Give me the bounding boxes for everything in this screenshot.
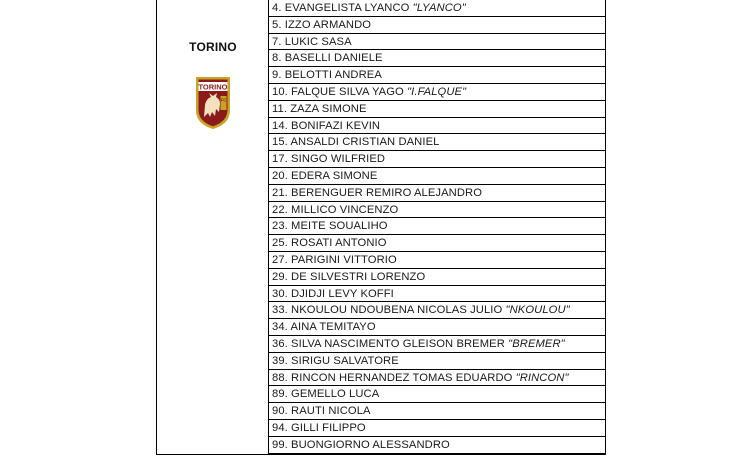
player-row xyxy=(269,286,605,303)
player-name: 4. EVANGELISTA LYANCO xyxy=(272,2,410,14)
player-row xyxy=(269,370,605,387)
player-name: 20. EDERA SIMONE xyxy=(272,169,378,182)
player-name: 99. BUONGIORNO ALESSANDRO xyxy=(272,438,450,451)
player-row xyxy=(269,218,605,235)
player-name: 21. BERENGUER REMIRO ALEJANDRO xyxy=(272,186,483,199)
player-row xyxy=(269,50,605,67)
player-row xyxy=(269,101,605,118)
player-name: 22. MILLICO VINCENZO xyxy=(272,203,399,216)
player-nickname: "BREMER" xyxy=(508,337,565,350)
player-row xyxy=(269,319,605,336)
player-row xyxy=(269,336,605,353)
player-nickname: "NKOULOU" xyxy=(505,304,570,317)
crest-badge: FC xyxy=(220,97,227,103)
player-name: 29. DE SILVESTRI LORENZO xyxy=(272,270,426,283)
player-name: 90. RAUTI NICOLA xyxy=(272,405,371,418)
torino-crest-logo xyxy=(193,74,233,130)
player-name: 25. ROSATI ANTONIO xyxy=(272,237,387,250)
player-name: 39. SIRIGU SALVATORE xyxy=(272,354,399,367)
player-name: 10. FALQUE SILVA YAGO xyxy=(272,85,404,98)
team-name: TORINO xyxy=(189,40,237,54)
player-row xyxy=(269,168,605,185)
player-row xyxy=(269,235,605,252)
player-row xyxy=(269,269,605,286)
player-row xyxy=(269,118,605,135)
player-row xyxy=(269,0,605,17)
player-name: 34. AINA TEMITAYO xyxy=(272,321,376,334)
player-name: 15. ANSALDI CRISTIAN DANIEL xyxy=(272,136,440,149)
roster-table xyxy=(156,0,606,455)
crest-text: TORINO xyxy=(198,82,228,92)
player-name: 30. DJIDJI LEVY KOFFI xyxy=(272,287,394,300)
player-nickname: "RINCON" xyxy=(515,371,569,384)
player-row xyxy=(269,84,605,101)
player-row xyxy=(269,151,605,168)
player-name: 14. BONIFAZI KEVIN xyxy=(272,119,381,132)
player-row xyxy=(269,34,605,51)
player-row xyxy=(269,134,605,151)
player-row xyxy=(269,67,605,84)
player-row xyxy=(269,437,605,454)
player-row xyxy=(269,403,605,420)
player-name: 23. MEITE SOUALIHO xyxy=(272,220,388,233)
player-name: 88. RINCON HERNANDEZ TOMAS EDUARDO xyxy=(272,371,513,384)
player-name: 89. GEMELLO LUCA xyxy=(272,388,380,401)
player-name: 33. NKOULOU NDOUBENA NICOLAS JULIO xyxy=(272,304,503,317)
player-row xyxy=(269,302,605,319)
player-row xyxy=(269,353,605,370)
player-row xyxy=(269,252,605,269)
player-nickname: "I.FALQUE" xyxy=(407,85,467,98)
player-row xyxy=(269,420,605,437)
player-name: 5. IZZO ARMANDO xyxy=(272,18,372,31)
player-name: 11. ZAZA SIMONE xyxy=(272,102,367,115)
team-cell xyxy=(157,0,269,454)
player-name: 9. BELOTTI ANDREA xyxy=(272,69,382,82)
player-row xyxy=(269,17,605,34)
player-name: 8. BASELLI DANIELE xyxy=(272,52,383,65)
player-list xyxy=(269,0,606,454)
player-name: 36. SILVA NASCIMENTO GLEISON BREMER xyxy=(272,337,505,350)
player-row xyxy=(269,185,605,202)
player-row xyxy=(269,202,605,219)
player-name: 17. SINGO WILFRIED xyxy=(272,153,386,166)
player-name: 94. GILLI FILIPPO xyxy=(272,421,366,434)
player-name: 27. PARIGINI VITTORIO xyxy=(272,253,397,266)
player-name: 7. LUKIC SASA xyxy=(272,35,352,48)
player-row xyxy=(269,386,605,403)
player-nickname: "LYANCO" xyxy=(412,2,466,14)
